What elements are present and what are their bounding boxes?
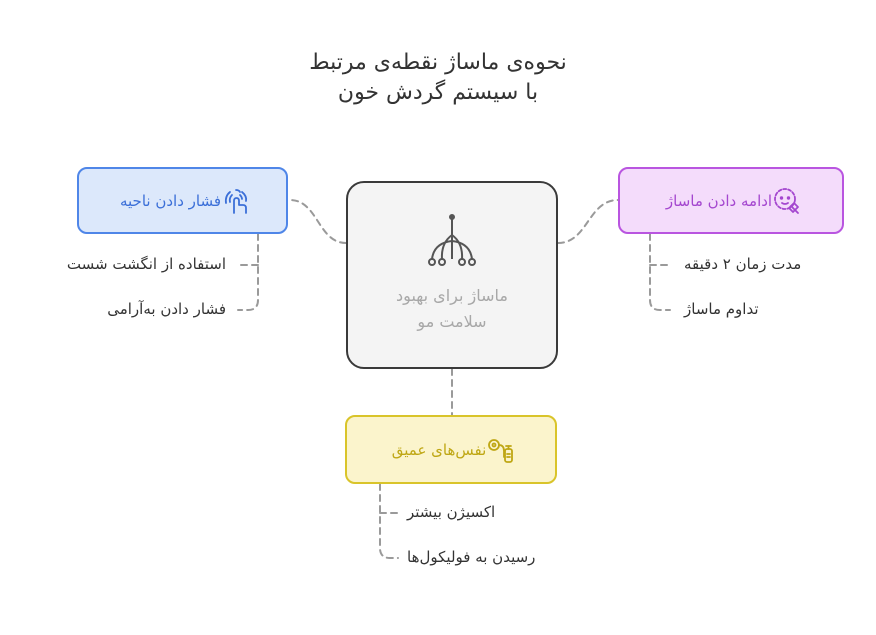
pressure-item-gently: فشار دادن به‌آرامی bbox=[107, 300, 226, 318]
connector-breath-items bbox=[380, 484, 398, 558]
title-line-2: با سیستم گردش خون bbox=[337, 80, 539, 105]
hand-pressure-icon bbox=[221, 186, 251, 216]
connector-pressure-items bbox=[238, 234, 258, 310]
branch-pressure-label: فشار دادن ناحیه bbox=[119, 191, 222, 210]
connector-center-continue bbox=[558, 200, 618, 243]
oxygen-tank-icon bbox=[486, 435, 516, 465]
branch-breath-box bbox=[345, 415, 557, 484]
connector-center-pressure bbox=[290, 200, 346, 243]
central-topic-label bbox=[396, 283, 508, 335]
breath-item-follicles: رسیدن به فولیکول‌ها bbox=[407, 548, 536, 566]
continue-item-persistence: تداوم ماساژ bbox=[684, 300, 759, 318]
central-topic-line-1: ماساژ برای بهبود bbox=[396, 286, 508, 305]
connector-continue-items bbox=[650, 234, 670, 310]
central-topic-line-2: سلامت مو bbox=[417, 312, 487, 331]
continue-item-duration: مدت زمان ۲ دقیقه bbox=[684, 255, 802, 273]
branching-hub-icon bbox=[424, 213, 480, 269]
branch-breath-label: نفس‌های عمیق bbox=[391, 440, 487, 459]
pressure-item-thumb: استفاده از انگشت شست bbox=[66, 255, 226, 273]
title-line-1: نحوه‌ی ماساژ نقطه‌ی مرتبط bbox=[309, 50, 567, 75]
branch-continue-label: ادامه دادن ماساژ bbox=[665, 191, 773, 210]
branch-continue-box bbox=[618, 167, 844, 234]
face-massage-icon bbox=[772, 186, 802, 216]
central-topic-box bbox=[346, 181, 558, 369]
breath-item-oxygen: اکسیژن بیشتر bbox=[407, 503, 496, 521]
branch-pressure-box bbox=[77, 167, 288, 234]
